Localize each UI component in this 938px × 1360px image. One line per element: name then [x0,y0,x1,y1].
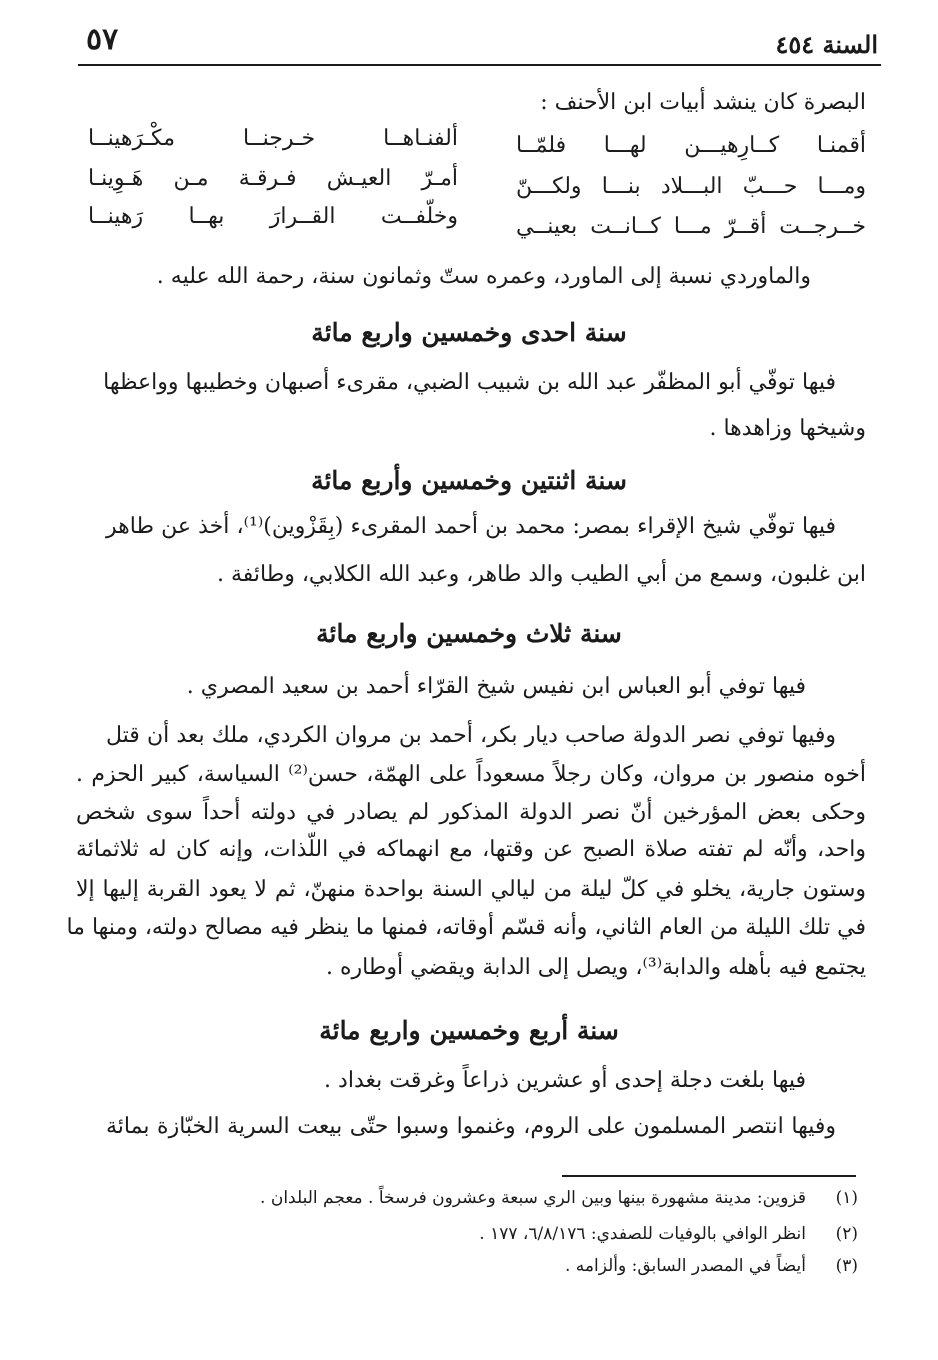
footnote-number: (١) [835,1188,858,1208]
paragraph-line: واحد، وأنّه لم تفته صلاة الصبح عن وقتها، مع انهماكه في اللّذات، وإنه كان له ثلاثمائة [76,837,866,862]
verse-3-second-hemistich: وخلّفــت القــرارَ بهــا رَهينــا [88,204,458,229]
footnote-rule [562,1175,856,1177]
paragraph-line: وفيها توفي نصر الدولة صاحب ديار بكر، أحمد بن مروان الكردي، ملك بعد أن قتل [106,723,836,748]
verse-1-first-hemistich: أقمنـا كــارِهيـــن لهـــا فلمّــا [516,133,866,158]
footnote-number: (٢) [835,1224,858,1244]
page-number: ٥٧ [86,22,119,57]
running-header [78,22,878,62]
verse-1-second-hemistich: ألفنـاهــا خـرجنــا مكْـرَهينــا [88,126,458,151]
section-heading-452: سنة اثنتين وخمسين وأربع مائة [311,466,627,495]
paragraph-line: وحكى بعض المؤرخين أنّ نصر الدولة المذكور لم يصادر في دولته أحداً سوى شخص [76,800,866,825]
paragraph-line: فيها توفّي أبو المظفّر عبد الله بن شبيب الضبي، مقرىء أصبهان وخطيبها وواعظها [103,370,836,395]
footnote-text: أيضاً في المصدر السابق: وألزامه . [564,1256,806,1276]
paragraph-line: فيها توفي أبو العباس ابن نفيس شيخ القرّاء أحمد بن سعيد المصري . [186,674,806,699]
paragraph-line: ابن غلبون، وسمع من أبي الطيب والد طاهر، وعبد الله الكلابي، وطائفة . [216,562,866,587]
paragraph-line: وفيها انتصر المسلمون على الروم، وغنموا وسبوا حتّى بيعت السرية الخبّازة بمائة [106,1114,836,1139]
paragraph-line: وشيخها وزاهدها . [709,416,866,441]
intro-line: البصرة كان ينشد أبيات ابن الأحنف : [540,90,866,115]
verse-2-second-hemistich: أمـرّ العيـش فـرقـة مـن هَـوِينـا [88,166,458,191]
paragraph-line: فيها توفّي شيخ الإقراء بمصر: محمد بن أحمد المقرىء (بِقَزْوين)⁽¹⁾، أخذ عن طاهر [106,514,836,539]
section-heading-454: سنة أربع وخمسين واربع مائة [319,1016,619,1045]
running-title: السنة ٤٥٤ [775,30,878,59]
mawardi-note: والماوردي نسبة إلى الماورد، وعمره ستّ وثمانون سنة، رحمة الله عليه . [156,264,811,289]
section-heading-451: سنة احدى وخمسين واربع مائة [311,318,627,347]
footnote-text: انظر الوافي بالوفيات للصفدي: ٦/٨/١٧٦، ١٧٧ . [479,1224,806,1244]
footnote-number: (٣) [835,1256,858,1276]
footnote-text: قزوين: مدينة مشهورة بينها وبين الري سبعة وعشرون فرسخاً . معجم البلدان . [260,1188,806,1208]
footnote-2 [479,1222,858,1246]
footnote-1 [260,1186,858,1210]
paragraph-line: وستون جارية، يخلو في كلّ ليلة من ليالي السنة بواحدة منهنّ، ثم لا يعود القربة إليها إلا [76,877,866,902]
paragraph-line: يجتمع فيه بأهله والدابة⁽³⁾، ويصل إلى الدابة ويقضي أوطاره . [326,955,866,980]
section-heading-453: سنة ثلاث وخمسين واربع مائة [316,619,622,648]
paragraph-line: في تلك الليلة من العام الثاني، وأنه قسّم أوقاته، فمنها ما ينظر فيه مصالح دولته، ومنها ما [66,915,866,940]
header-rule [78,64,881,66]
paragraph-line: فيها بلغت دجلة إحدى أو عشرين ذراعاً وغرقت بغداد . [324,1068,806,1093]
paragraph-line: أخوه منصور بن مروان، وكان رجلاً مسعوداً على الهمّة، حسن⁽²⁾ السياسة، كبير الحزم . [76,762,866,787]
footnote-3 [565,1254,858,1278]
verse-3-first-hemistich: خــرجــت أقــرّ مـــا كــانــت بعينــي [516,214,866,239]
verse-2-first-hemistich: ومـــا حـــبّ البـــلاد بنـــا ولكـــنّ [516,174,866,199]
